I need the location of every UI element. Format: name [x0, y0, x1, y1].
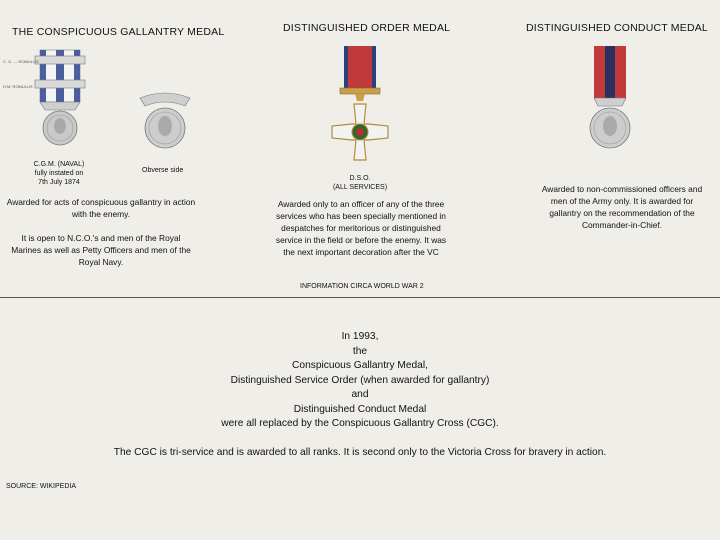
dso-caption-line-1: D.S.O. [349, 175, 371, 182]
cgm-description-2: It is open to N.C.O.'s and men of the Royal Marines as well as Petty Officers and men of the Royal Navy. [11, 233, 191, 267]
cgm-bar-label-2: H.M. ROMULUS [3, 84, 33, 89]
replacement-line-6: Distinguished Conduct Medal [293, 403, 427, 415]
source-note: SOURCE: WIKIPEDIA [6, 483, 77, 490]
cgm-caption-line-2: fully instated on [34, 170, 84, 177]
cgm-caption-line-1: C.G.M. (NAVAL) [33, 161, 85, 168]
cgm-title: THE CONSPICUOUS GALLANTRY MEDAL [12, 26, 225, 38]
replacement-line-3: Conspicuous Gallantry Medal, [292, 360, 428, 371]
cgm-obverse-medal-image [130, 88, 200, 163]
info-circa-note: INFORMATION CIRCA WORLD WAR 2 [300, 283, 424, 290]
replacement-line-2: the [352, 345, 368, 357]
cgm-bar-label-1: C. G. — ROMULUS [3, 59, 39, 64]
dso-title: DISTINGUISHED ORDER MEDAL [283, 22, 451, 34]
section-divider [0, 297, 720, 298]
cgc-note: The CGC is tri-service and is awarded to all ranks. It is second only to the Victoria Cross for bravery in action. [113, 447, 607, 458]
replacement-line-7: were all replaced by the Conspicuous Gallantry Cross (CGC). [221, 418, 499, 429]
dcm-description: Awarded to non-commissioned officers and men of the Army only. It is awarded for gallantry on the recommendation of the Commander-in-Chief. [541, 184, 703, 230]
dcm-title: DISTINGUISHED CONDUCT MEDAL [526, 22, 708, 34]
replacement-line-1: In 1993, [341, 331, 379, 342]
cgm-description-1: Awarded for acts of conspicuous gallantry in action with the enemy. [6, 197, 196, 219]
dcm-medal-image [580, 46, 640, 176]
dso-caption [320, 174, 400, 192]
dso-caption-line-2: (ALL SERVICES) [332, 184, 388, 191]
replacement-line-5: and [351, 389, 369, 400]
cgm-obverse-label: Obverse side [142, 167, 184, 174]
replacement-block [160, 330, 560, 432]
replacement-line-4: Distinguished Service Order (when awarded for gallantry) [230, 374, 490, 386]
cgm-caption [30, 160, 88, 187]
dso-medal-image [320, 46, 400, 171]
cgm-caption-line-3: 7th July 1874 [38, 179, 80, 186]
dso-description: Awarded only to an officer of any of the three services who has been specially mentioned in despatches for meritorious or distinguished service in the field or before the enemy. It was the next important decoration after the VC [275, 199, 447, 257]
cgm-medal-image [20, 50, 100, 160]
